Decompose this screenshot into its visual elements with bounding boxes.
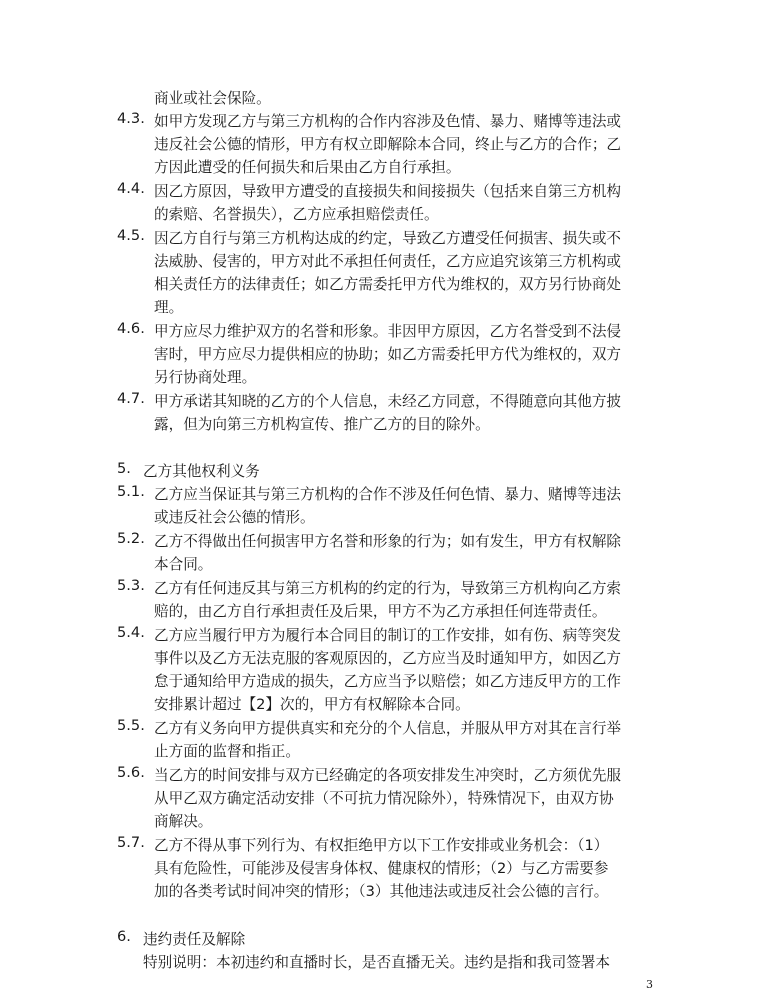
clause-line: 露，但为向第三方机构宣传、推广乙方的目的除外。 — [154, 416, 490, 433]
clause-number: 5.3. — [117, 577, 145, 594]
clause-line: 理。 — [154, 299, 184, 316]
section-title: 违约责任及解除 — [143, 931, 246, 948]
clause-line: 另行协商处理。 — [154, 369, 257, 386]
clause-line: 甲方承诺其知晓的乙方的个人信息，未经乙方同意，不得随意向其他方披 — [154, 393, 622, 410]
page-number: 3 — [646, 978, 653, 991]
clause-number: 5.1. — [117, 483, 145, 500]
clause-line: 事件以及乙方无法克服的客观原因的，乙方应当及时通知甲方，如因乙方 — [154, 650, 622, 667]
clause-number: 4.6. — [117, 320, 145, 337]
clause-line: 具有危险性，可能涉及侵害身体权、健康权的情形；（2）与乙方需要参 — [154, 860, 609, 877]
clause-number: 5.4. — [117, 624, 145, 641]
clause-number: 5.5. — [117, 717, 145, 734]
section-title: 乙方其他权利义务 — [143, 463, 260, 480]
clause-line: 本合同。 — [154, 556, 213, 573]
clause-line: 当乙方的时间安排与双方已经确定的各项安排发生冲突时，乙方须优先服 — [154, 767, 622, 784]
clause-line: 法威胁、侵害的，甲方对此不承担任何责任，乙方应追究该第三方机构或 — [154, 253, 622, 270]
clause-line: 乙方应当履行甲方为履行本合同目的制订的工作安排，如有伤、病等突发 — [154, 627, 622, 644]
clause-line: 从甲乙双方确定活动安排（不可抗力情况除外），特殊情况下，由双方协 — [154, 790, 614, 807]
clause-line: 因乙方原因，导致甲方遭受的直接损失和间接损失（包括来自第三方机构 — [154, 183, 622, 200]
clause-line: 如甲方发现乙方与第三方机构的合作内容涉及色情、暴力、赌博等违法或 — [154, 113, 622, 130]
clause-line: 相关责任方的法律责任；如乙方需委托甲方代为维权的，双方另行协商处 — [154, 276, 622, 293]
clause-number: 4.3. — [117, 110, 145, 127]
clause-line: 或违反社会公德的情形。 — [154, 509, 315, 526]
clause-line: 乙方不得从事下列行为、有权拒绝甲方以下工作安排或业务机会：（1） — [154, 837, 609, 854]
clause-line: 因乙方自行与第三方机构达成的约定，导致乙方遭受任何损害、损失或不 — [154, 230, 622, 247]
clause-line: 方因此遭受的任何损失和后果由乙方自行承担。 — [154, 159, 461, 176]
clause-number: 4.4. — [117, 180, 145, 197]
clause-line: 安排累计超过【2】次的，甲方有权解除本合同。 — [154, 696, 470, 713]
section-number: 6. — [117, 928, 131, 945]
clause-line: 乙方有任何违反其与第三方机构的约定的行为，导致第三方机构向乙方索 — [154, 580, 622, 597]
clause-number: 5.7. — [117, 834, 145, 851]
clause-line: 甲方应尽力维护双方的名誉和形象。非因甲方原因，乙方名誉受到不法侵 — [154, 323, 622, 340]
clause-number: 5.2. — [117, 530, 145, 547]
clause-number: 5.6. — [117, 764, 145, 781]
clause-line: 加的各类考试时间冲突的情形；（3）其他违法或违反社会公德的言行。 — [154, 883, 609, 900]
clause-line: 止方面的监督和指正。 — [154, 743, 300, 760]
clause-number: 4.5. — [117, 227, 145, 244]
section-6-text: 特别说明：本初违约和直播时长，是否直播无关。违约是指和我司签署本 — [143, 954, 611, 971]
clause-number: 4.7. — [117, 390, 145, 407]
clause-line: 违反社会公德的情形，甲方有权立即解除本合同，终止与乙方的合作；乙 — [154, 136, 622, 153]
clause-line: 乙方不得做出任何损害甲方名誉和形象的行为；如有发生，甲方有权解除 — [154, 533, 622, 550]
continuation-text: 商业或社会保险。 — [154, 90, 271, 107]
clause-line: 赔的，由乙方自行承担责任及后果，甲方不为乙方承担任何连带责任。 — [154, 603, 607, 620]
section-number: 5. — [117, 460, 131, 477]
clause-line: 乙方应当保证其与第三方机构的合作不涉及任何色情、暴力、赌博等违法 — [154, 486, 622, 503]
clause-line: 乙方有义务向甲方提供真实和充分的个人信息，并服从甲方对其在言行举 — [154, 720, 622, 737]
clause-line: 商解决。 — [154, 813, 213, 830]
clause-line: 害时，甲方应尽力提供相应的协助；如乙方需委托甲方代为维权的，双方 — [154, 346, 622, 363]
clause-line: 怠于通知给甲方造成的损失，乙方应当予以赔偿；如乙方违反甲方的工作 — [154, 673, 622, 690]
clause-line: 的索赔、名誉损失），乙方应承担赔偿责任。 — [154, 206, 439, 223]
